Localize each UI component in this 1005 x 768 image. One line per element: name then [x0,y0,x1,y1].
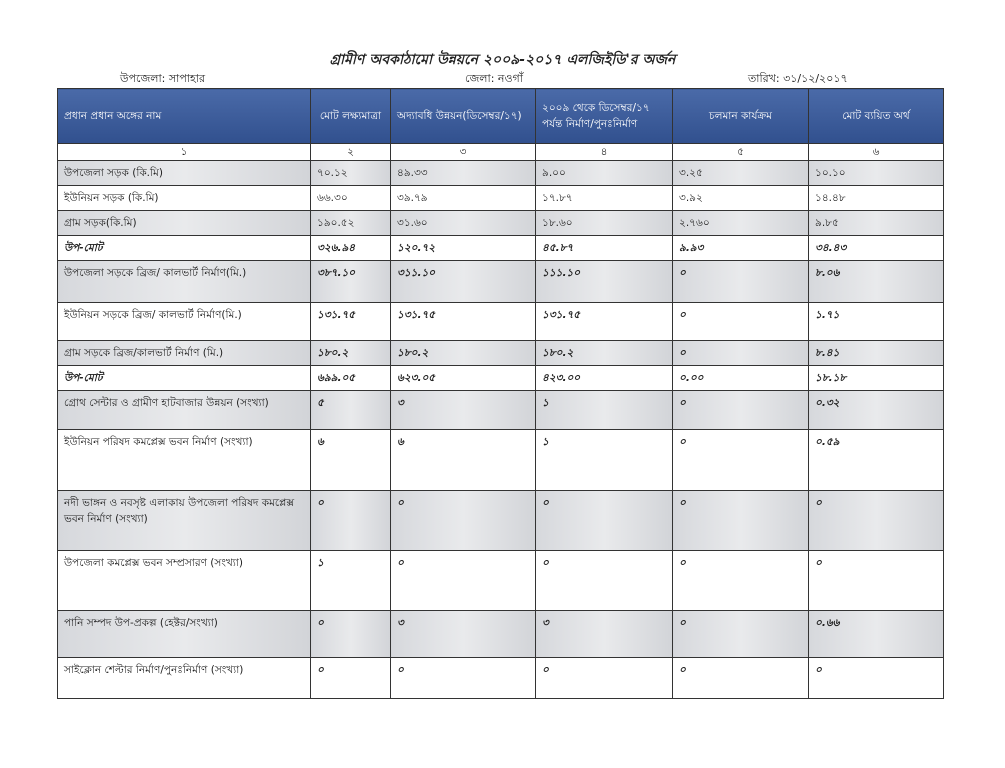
value-cell: ৩৯.৭৯ [391,186,536,211]
table-row [58,491,944,551]
value-cell: ০.৫৯ [809,430,944,491]
value-cell: ১১১.১০ [536,261,673,303]
table-row [58,303,944,341]
value-cell: ১৯০.৫২ [311,211,391,236]
value-cell: ০ [391,658,536,699]
value-cell: ৫ [311,391,391,430]
header-cell: মোট ব্যয়িত অর্থ [809,89,944,144]
table-row [58,341,944,366]
row-label: গ্রোথ সেন্টার ও গ্রামীণ হাটবাজার উন্নয়ন (সংখ্যা) [58,391,311,430]
header-cell: অদ্যাবধি উন্নয়ন(ডিসেম্বর/১৭) [391,89,536,144]
index-cell: ২ [311,144,391,161]
row-label: নদী ভাঙ্গন ও নবসৃষ্ট এলাকায় উপজেলা পরিষদ কমপ্লেক্স ভবন নির্মাণ (সংখ্যা) [58,491,311,551]
header-cell: প্রধান প্রধান অঙ্গের নাম [58,89,311,144]
header-cell: মোট লক্ষ্যমাত্রা [311,89,391,144]
value-cell: ০ [391,491,536,551]
document-title: গ্রামীণ অবকাঠামো উন্নয়নে ২০০৯-২০১৭ এলজিইডি'র অর্জন [329,52,676,68]
value-cell: ০ [673,611,809,658]
value-cell: ০.৬৬ [809,611,944,658]
value-cell: ১.৭১ [809,303,944,341]
value-cell: ১৮.৬০ [536,211,673,236]
value-cell: ৬ [311,430,391,491]
value-cell: ০ [536,551,673,611]
table-row [58,261,944,303]
row-label: সাইক্লোন শেল্টার নির্মাণ/পুনঃনির্মাণ (সংখ্যা) [58,658,311,699]
upazila-label: উপজেলা: সাপাহার [120,72,206,85]
value-cell: ০ [673,261,809,303]
value-cell: ৩১.৬০ [391,211,536,236]
row-label: উপ-মোট [58,366,311,391]
table-row [58,658,944,699]
index-cell: ১ [58,144,311,161]
value-cell: ১ [536,430,673,491]
value-cell: ০ [673,430,809,491]
date-label: তারিখ: ৩১/১২/২০১৭ [748,72,848,85]
table-row [58,236,944,261]
value-cell: ১ [536,391,673,430]
value-cell: ৪৫.৮৭ [536,236,673,261]
value-cell: ৩৪.৪৩ [809,236,944,261]
value-cell: ১৮০.২ [311,341,391,366]
value-cell: ৬২৩.০৫ [391,366,536,391]
value-cell: ০ [311,658,391,699]
value-cell: ১৩১.৭৫ [311,303,391,341]
index-cell: ৬ [809,144,944,161]
row-label: ইউনিয়ন পরিষদ কমপ্লেক্স ভবন নির্মাণ (সংখ্যা) [58,430,311,491]
value-cell: ০ [311,491,391,551]
value-cell: ০ [536,658,673,699]
value-cell: ০ [311,611,391,658]
value-cell: ৯.৮৫ [809,211,944,236]
value-cell: ০.৩২ [809,391,944,430]
value-cell: ০.০০ [673,366,809,391]
value-cell: ৩ [536,611,673,658]
value-cell: ১৭.৮৭ [536,186,673,211]
value-cell: ৩২৬.৯৪ [311,236,391,261]
value-cell: ০ [673,341,809,366]
table-row [58,611,944,658]
value-cell: ২.৭৬০ [673,211,809,236]
district-label: জেলা: নওগাঁ [465,72,523,85]
value-cell: ০ [673,491,809,551]
table-row [58,186,944,211]
header-row [58,89,944,144]
table-row [58,366,944,391]
value-cell: ০ [809,551,944,611]
row-label: উপজেলা সড়কে ব্রিজ/ কালভার্ট নির্মাণ(মি.) [58,261,311,303]
value-cell: ৪৯.৩৩ [391,161,536,186]
value-cell: ৩১১.১০ [391,261,536,303]
value-cell: ৭০.১২ [311,161,391,186]
index-cell: ৪ [536,144,673,161]
table-row [58,551,944,611]
value-cell: ৩.২৫ [673,161,809,186]
value-cell: ১ [311,551,391,611]
value-cell: ১৩১.৭৫ [391,303,536,341]
value-cell: ৬৬.৩০ [311,186,391,211]
value-cell: ০ [673,551,809,611]
achievement-table [57,88,944,699]
row-label: গ্রাম সড়কে ব্রিজ/কালভার্ট নির্মাণ (মি.) [58,341,311,366]
value-cell: ১৪.৪৮ [809,186,944,211]
value-cell: ৪২৩.০০ [536,366,673,391]
value-cell: ৮.০৬ [809,261,944,303]
table-row [58,211,944,236]
value-cell: ৩.৯২ [673,186,809,211]
value-cell: ৬৯৯.০৫ [311,366,391,391]
row-label: ইউনিয়ন সড়ক (কি.মি) [58,186,311,211]
header-cell: চলমান কার্যক্রম [673,89,809,144]
value-cell: ০ [536,491,673,551]
header-cell: ২০০৯ থেকে ডিসেম্বর/১৭ পর্যন্ত নির্মাণ/পুনঃনির্মাণ [536,89,673,144]
value-cell: ৩৮৭.১০ [311,261,391,303]
value-cell: ৯.৯৩ [673,236,809,261]
value-cell: ১৮০.২ [391,341,536,366]
row-label: উপজেলা কমপ্লেক্স ভবন সম্প্রসারণ (সংখ্যা) [58,551,311,611]
value-cell: ৩ [391,611,536,658]
value-cell: ৯.০০ [536,161,673,186]
index-cell: ৩ [391,144,536,161]
value-cell: ০ [673,658,809,699]
row-label: পানি সম্পদ উপ-প্রকল্প (হেক্টর/সংখ্যা) [58,611,311,658]
value-cell: ০ [809,491,944,551]
index-row [58,144,944,161]
row-label: ইউনিয়ন সড়কে ব্রিজ/ কালভার্ট নির্মাণ(মি.) [58,303,311,341]
value-cell: ১০.১০ [809,161,944,186]
value-cell: ৩ [391,391,536,430]
value-cell: ০ [809,658,944,699]
row-label: উপ-মোট [58,236,311,261]
table-row [58,391,944,430]
value-cell: ০ [673,391,809,430]
value-cell: ০ [673,303,809,341]
value-cell: ১৮.১৮ [809,366,944,391]
value-cell: ৮.৪১ [809,341,944,366]
table-row [58,161,944,186]
value-cell: ১৮০.২ [536,341,673,366]
value-cell: ১২০.৭২ [391,236,536,261]
row-label: গ্রাম সড়ক(কি.মি) [58,211,311,236]
index-cell: ৫ [673,144,809,161]
row-label: উপজেলা সড়ক (কি.মি) [58,161,311,186]
table-row [58,430,944,491]
value-cell: ০ [391,551,536,611]
value-cell: ৬ [391,430,536,491]
value-cell: ১৩১.৭৫ [536,303,673,341]
